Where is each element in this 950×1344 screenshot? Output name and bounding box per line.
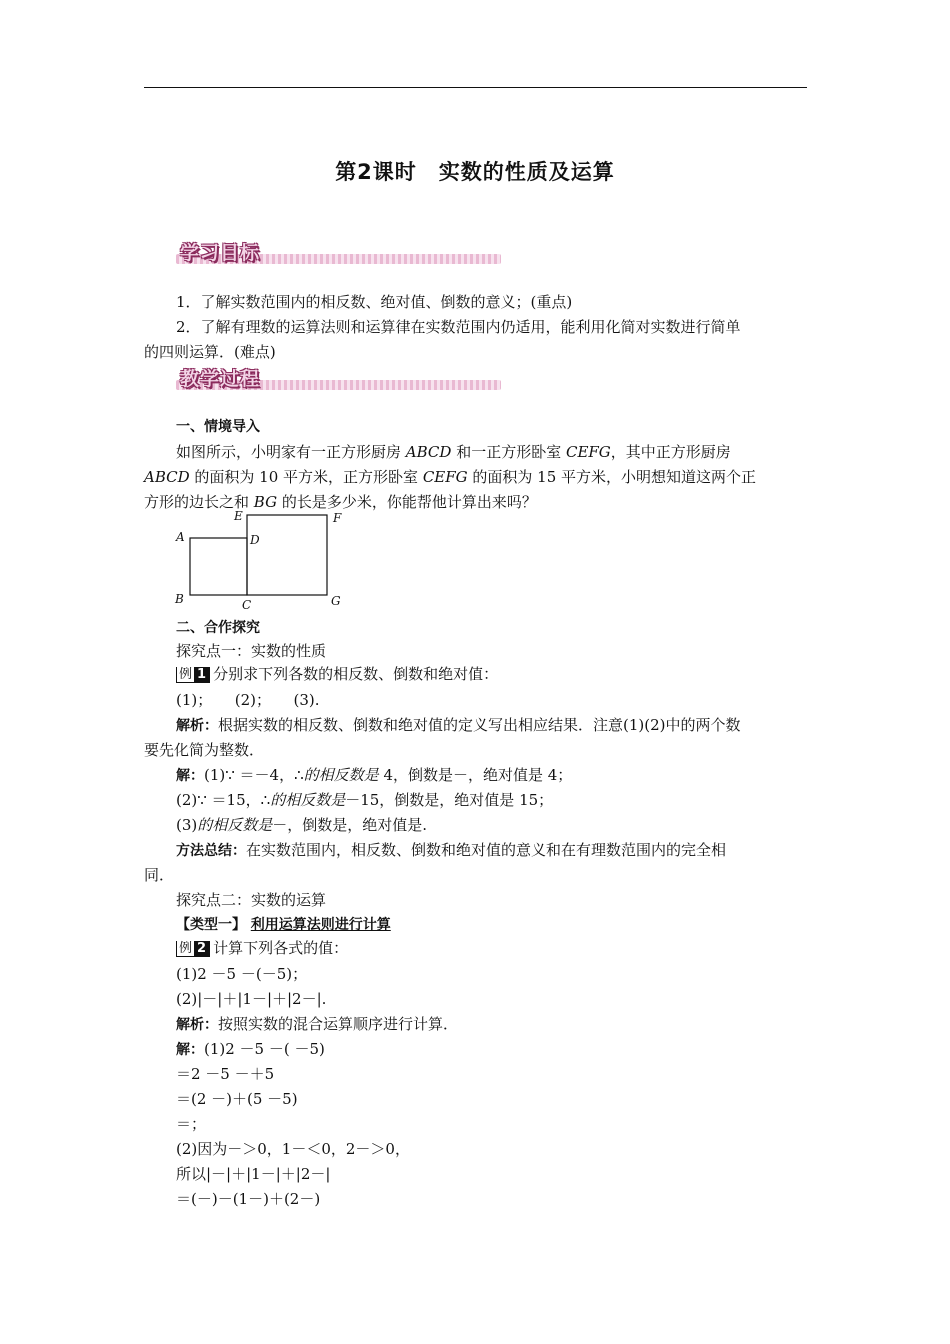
- label-b: B: [175, 592, 184, 606]
- example-1-summary-2: 同．: [144, 866, 175, 884]
- example-2-badge: 例 2: [176, 941, 210, 957]
- goal-2: 2．了解有理数的运算法则和运算律在实数范围内仍适用，能利用化简对实数进行简单: [176, 318, 741, 336]
- example-1-analysis-2: 要先化简为整数．: [144, 741, 265, 759]
- point2-heading: 探究点二：实数的运算: [176, 891, 327, 909]
- example-2-solution-1: 解：(1)2 －5 －( －5): [176, 1040, 325, 1058]
- example-2-q2: (2)|－|＋|1－|＋|2－|.: [176, 990, 327, 1008]
- label-e: E: [234, 509, 243, 523]
- example-2-solution-6: 所以|－|＋|1－|＋|2－|: [176, 1165, 331, 1183]
- section1-heading: 一、情境导入: [176, 419, 260, 435]
- example-1-summary-1: 方法总结：在实数范围内，相反数、倒数和绝对值的意义和在有理数范围内的完全相: [176, 841, 727, 859]
- example-1-items: (1)； (2)； (3).: [176, 691, 320, 709]
- example-2-analysis: 解析：按照实数的混合运算顺序进行计算．: [176, 1015, 459, 1033]
- label-a: A: [176, 530, 185, 544]
- example-2-solution-4: ＝；: [176, 1115, 207, 1133]
- squares-diagram: [170, 508, 350, 614]
- section2-heading: 二、合作探究: [176, 620, 260, 636]
- intro-line-2: ABCD 的面积为 10 平方米，正方形卧室 CEFG 的面积为 15 平方米，小明想知道这两个正: [144, 468, 757, 486]
- page-title: 第2课时 实数的性质及运算: [335, 160, 615, 184]
- example-2-q1: (1)2 －5 －(－5)；: [176, 965, 308, 983]
- label-f: F: [333, 511, 342, 525]
- example-1-prompt: 例 1 分别求下列各数的相反数、倒数和绝对值：: [176, 664, 498, 684]
- example-2-solution-2: ＝2 －5 －＋5: [176, 1065, 275, 1083]
- square-abcd: [190, 538, 247, 595]
- square-cefg: [247, 515, 327, 595]
- example-2-solution-5: (2)因为－＞0，1－＜0，2－＞0，: [176, 1140, 410, 1158]
- example-1-solution-2: (2)∵ ＝15，∴的相反数是－15，倒数是，绝对值是 15；: [176, 791, 554, 809]
- point1-heading: 探究点一：实数的性质: [176, 642, 327, 660]
- example-1-analysis-1: 解析：根据实数的相反数、倒数和绝对值的定义写出相应结果．注意(1)(2)中的两个数: [176, 716, 741, 734]
- example-1-solution-1: 解：(1)∵ ＝－4，∴的相反数是 4，倒数是－，绝对值是 4；: [176, 766, 573, 784]
- type1-heading: 【类型一】 利用运算法则进行计算: [176, 917, 391, 933]
- example-2-prompt: 例 2 计算下列各式的值：: [176, 938, 348, 958]
- banner-teaching-process: [176, 364, 501, 394]
- example-1-badge: 例 1: [176, 667, 210, 683]
- example-2-solution-7: ＝(－)－(1－)＋(2－): [176, 1190, 321, 1208]
- goal-1: 1．了解实数范围内的相反数、绝对值、倒数的意义；(重点): [176, 293, 573, 311]
- label-g: G: [331, 594, 341, 608]
- banner-label: 教学过程: [180, 368, 261, 390]
- squares-figure: [170, 508, 350, 614]
- example-1-solution-3: (3)的相反数是－，倒数是，绝对值是.: [176, 816, 428, 834]
- banner-label: 学习目标: [180, 242, 261, 264]
- goal-2-cont: 的四则运算．(难点): [144, 343, 276, 361]
- label-d: D: [250, 533, 260, 547]
- example-2-solution-3: ＝(2 －)＋(5 －5): [176, 1090, 298, 1108]
- top-rule: [144, 87, 807, 88]
- intro-line-3: 方形的边长之和 BG 的长是多少米，你能帮他计算出来吗？: [144, 493, 537, 511]
- banner-learning-goals: [176, 238, 501, 268]
- intro-line-1: 如图所示，小明家有一正方形厨房 ABCD 和一正方形卧室 CEFG，其中正方形厨房: [176, 443, 731, 461]
- label-c: C: [242, 598, 252, 612]
